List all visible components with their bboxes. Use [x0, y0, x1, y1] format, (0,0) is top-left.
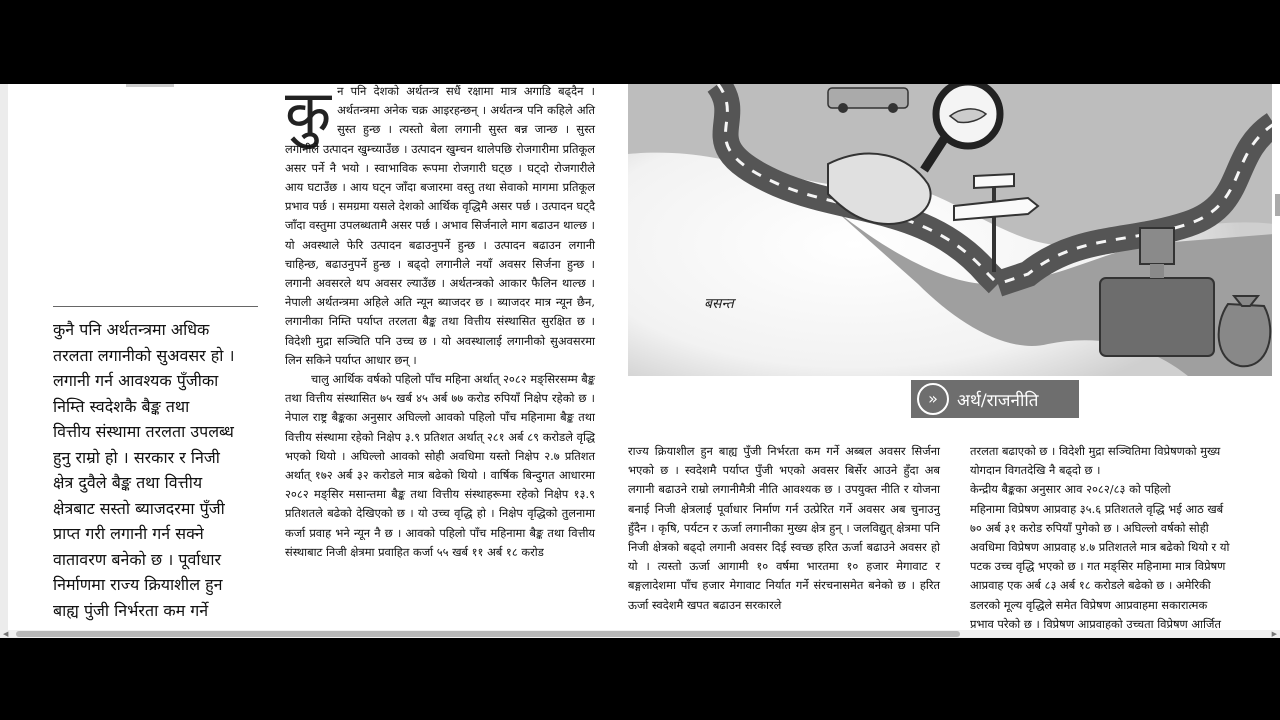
horizontal-scrollbar[interactable] [0, 630, 1280, 638]
article-paragraph: चालु आर्थिक वर्षको पहिलो पाँच महिना अर्थात् २०८२ मङ्सिरसम्म बैङ्क तथा वित्तीय संस्थासित ७५ खर्ब ४५ अर्ब ७७ करोड रुपियाँ निक्षेप रहेको छ । नेपाल राष्ट्र बैङ्कका अनुसार अघिल्लो आवको पहिलो पाँच महिनामा बैङ्क तथा वित्तीय संस्थामा रहेको निक्षेप ३.९ प्रतिशत अर्थात् २८१ अर्ब ८९ करोडले वृद्धि भएको थियो । अघिल्लो आवको सोही अवधिमा यस्तो निक्षेप २.७ प्रतिशत अर्थात् १७२ अर्ब ३२ करोडले मात्र बढेको थियो । वार्षिक बिन्दुगत आधारमा २०८२ मङ्सिर मसान्तमा बैङ्क तथा वित्तीय संस्थाहरूमा रहेको निक्षेप १३.९ प्रतिशतले बढेको देखिएको छ । यो उच्च वृद्धि हो । निक्षेप वृद्धिको तुलनामा कर्जा प्रवाह भने न्यून नै छ । आवको पहिलो पाँच महिनामा बैङ्क तथा वित्तीय संस्थाबाट निजी क्षेत्रमा प्रवाहित कर्जा ५५ खर्ब ११ अर्ब १८ करोड [285, 372, 595, 559]
pull-quote-line: निम्ति स्वदेशकै बैङ्क तथा [53, 396, 190, 416]
pull-quote-line: हुनु राम्रो हो । सरकार र निजी [53, 447, 220, 467]
pull-quote-line: तरलता लगानीको सुअवसर हो । [53, 345, 235, 365]
article-line: महिनामा विप्रेषण आप्रवाह ३५.६ प्रतिशतले वृद्धि भई आठ खर्ब [970, 501, 1224, 516]
article-line: तरलता बढाएको छ । विदेशी मुद्रा सञ्चितिमा विप्रेषणको मुख्य [970, 444, 1221, 458]
pull-quote-line: वित्तीय संस्थामा तरलता उपलब्ध [53, 422, 234, 441]
pull-quote-line: वातावरण बनेको छ । पूर्वाधार [53, 549, 222, 569]
page-top-marker [126, 84, 174, 87]
article-paragraph: न पनि देशको अर्थतन्त्र सधैं रक्षामा मात्र अगाडि बढ्दैन । अर्थतन्त्रमा अनेक चक्र आइरहन्छन् । अर्थतन्त्र पनि कहिले अति सुस्त हुन्छ । त्यस्तो बेला लगानी सुस्त बन्न जान्छ । सुस्त लगानीले उत्पादन खुम्च्याउँछ । उत्पादन खुम्चन थालेपछि रोजगारीमा प्रतिकूल असर पर्ने नै भयो । स्वाभाविक रूपमा रोजगारी घट्छ । घट्दो रोजगारीले आय घटाउँछ । आय घट्न जाँदा बजारमा वस्तु तथा सेवाको मागमा प्रतिकूल प्रभाव पर्छ । समग्रमा यसले देशको आर्थिक वृद्धिमै असर पर्छ । उत्पादन घट्दै जाँदा वस्तुमा उपलब्धतामै असर पर्छ । अभाव सिर्जनाले माग बढाउन थाल्छ । यो अवस्थाले फेरि उत्पादन बढाउनुपर्ने हुन्छ । उत्पादन बढाउन लगानी चाहिन्छ, बढाउनुपर्ने हुन्छ । बढ्दो लगानीले नयाँ अवसर सिर्जना हुन्छ । लगानी अवसरले थप अवसर ल्याउँछ । अर्थतन्त्रको आकार फैलिन थाल्छ । नेपाली अर्थतन्त्रमा अहिले अति न्यून ब्याजदर छ । ब्याजदर मात्र न्यून छैन, लगानीका निम्ति पर्याप्त तरलता बैङ्क तथा वित्तीय संस्थासित सुरक्षित छ । विदेशी मुद्रा सञ्चिति पनि उच्च छ । यो अवस्थालाई लगानीको सुअवसरमा लिन सकिने पर्याप्त आधार छन् । [285, 84, 595, 367]
newspaper-page [8, 84, 1272, 630]
pull-quote-line: बाह्य पुंजी निर्भरता कम गर्ने [53, 600, 209, 620]
drop-cap: कु [285, 84, 332, 148]
pull-quote-line: प्राप्त गरी लगानी गर्न सक्ने [53, 524, 204, 543]
article-line: केन्द्रीय बैङ्कका अनुसार आव २०८२/८३ को पहिलो [970, 482, 1171, 497]
pull-quote-line: कुनै पनि अर्थतन्त्रमा अधिक [53, 320, 210, 339]
article-line: योगदान विगतदेखि नै बढ्दो छ । [970, 463, 1101, 478]
article-line: अवधिमा विप्रेषण आप्रवाह ४.७ प्रतिशतले मात्र बढेको थियो र यो [970, 540, 1230, 555]
article-column-1 [285, 84, 595, 562]
cartoonist-signature: बसन्त [704, 296, 734, 312]
section-tag[interactable] [911, 380, 1079, 418]
article-column-2 [628, 442, 940, 615]
cartoon-illustration [628, 84, 1272, 376]
document-viewer[interactable] [0, 84, 1280, 638]
article-column-3 [970, 442, 1272, 630]
article-line: डलरको मूल्य वृद्धिले समेत विप्रेषण आप्रवाहमा सकारात्मक [970, 597, 1208, 612]
pull-quote-line: निर्माणमा राज्य क्रियाशील हुन [53, 575, 223, 594]
pull-quote [53, 306, 258, 623]
editorial-cartoon [628, 84, 1272, 376]
chevron-right-icon: » [917, 383, 949, 415]
article-line: पटक उच्च वृद्धि भएको छ । गत मङ्सिर महिनामा मात्र विप्रेषण [970, 559, 1226, 574]
pull-quote-line: क्षेत्र दुवैले बैङ्क तथा वित्तीय [53, 473, 203, 492]
section-tag-label: अर्थ/राजनीति [957, 390, 1039, 411]
vertical-scrollbar-thumb[interactable] [1275, 194, 1280, 216]
article-line: आप्रवाह एक अर्ब ८३ अर्ब १८ करोडले बढेको छ । अमेरिकी [970, 578, 1211, 593]
article-line: ७० अर्ब ३१ करोड रुपियाँ पुगेको छ । अघिल्लो वर्षको सोही [970, 520, 1209, 535]
pull-quote-line: क्षेत्रबाट सस्तो ब्याजदरमा पुँजी [53, 498, 225, 518]
pull-quote-line: लगानी गर्न आवश्यक पुँजीका [53, 371, 219, 390]
horizontal-scrollbar-thumb[interactable] [16, 631, 960, 637]
scroll-right-icon[interactable]: ▶ [1271, 630, 1277, 638]
article-paragraph: राज्य क्रियाशील हुन बाह्य पुँजी निर्भरता कम गर्ने अब्बल अवसर सिर्जना भएको छ । स्वदेशमै पर्याप्त पुँजी भएको अवसर बिर्सेर आउने हुँदा अब लगानी बढाउने राम्रो लगानीमैत्री नीति आवश्यक छ । उपयुक्त नीति र योजना बनाई निजी क्षेत्रलाई पूर्वाधार निर्माण गर्न उत्प्रेरित गर्ने अवसर अब चुनाउनु हुँदैन । कृषि, पर्यटन र ऊर्जा लगानीका मुख्य क्षेत्र हुन् । जलविद्युत् क्षेत्रमा पनि निजी क्षेत्रको बढ्दो लगानी अवसर दिई स्वच्छ हरित ऊर्जा बढाउने अवसर हो यो । त्यस्तो ऊर्जा आगामी १० वर्षमा भारतमा १० हजार मेगावाट र बङ्गलादेशमा पाँच हजार मेगावाट निर्यात गर्ने संरचनासमेत बनेको छ । हरित ऊर्जा स्वदेशमै खपत बढाउन सरकारले [628, 444, 940, 612]
scroll-left-icon[interactable]: ◀ [3, 630, 9, 638]
article-line: प्रभाव परेको छ । विप्रेषण आप्रवाहको उच्चता विप्रेषण आर्जित [970, 616, 1221, 630]
